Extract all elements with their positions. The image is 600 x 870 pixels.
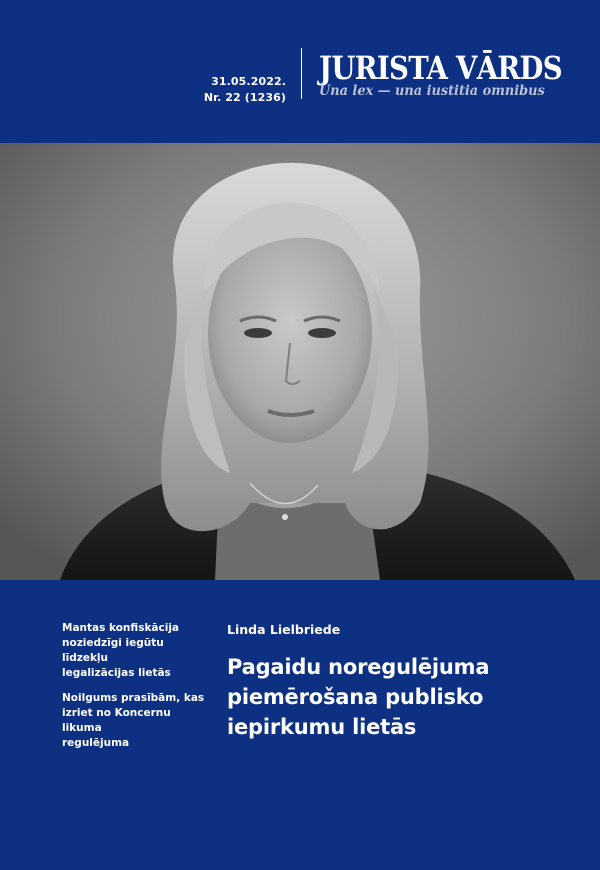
headline-line: iepirkumu lietās [227,715,417,739]
cover-header [0,0,600,143]
side-topic-line: noziedzīgi iegūtu līdzekļu [62,637,164,664]
issue-date: 31.05.2022. [211,75,286,88]
masthead [319,49,562,99]
portrait-photo-icon [0,143,600,580]
side-topics [62,621,212,761]
headline-line: piemērošana publisko [227,685,484,709]
feature-author: Linda Lielbriede [227,622,341,637]
side-topic [62,621,212,681]
side-topic-line: izriet no Koncernu likuma [62,707,171,734]
side-topic [62,691,212,751]
masthead-title: JURISTA VĀRDS [319,49,562,87]
side-topic-line: Mantas konfiskācija [62,622,180,634]
header-divider [301,48,302,99]
issue-info [204,74,286,106]
feature-headline [227,652,587,742]
side-topic-line: regulējuma [62,737,130,749]
cover-portrait-photo [0,143,600,580]
headline-line: Pagaidu noregulējuma [227,655,490,679]
masthead-tagline: Una lex — una iustitia omnibus [319,83,545,99]
issue-number: Nr. 22 (1236) [203,91,286,104]
cover-lower-section [0,580,600,870]
side-topic-line: Noilgums prasībām, kas [62,692,205,704]
side-topic-line: legalizācijas lietās [62,667,171,679]
